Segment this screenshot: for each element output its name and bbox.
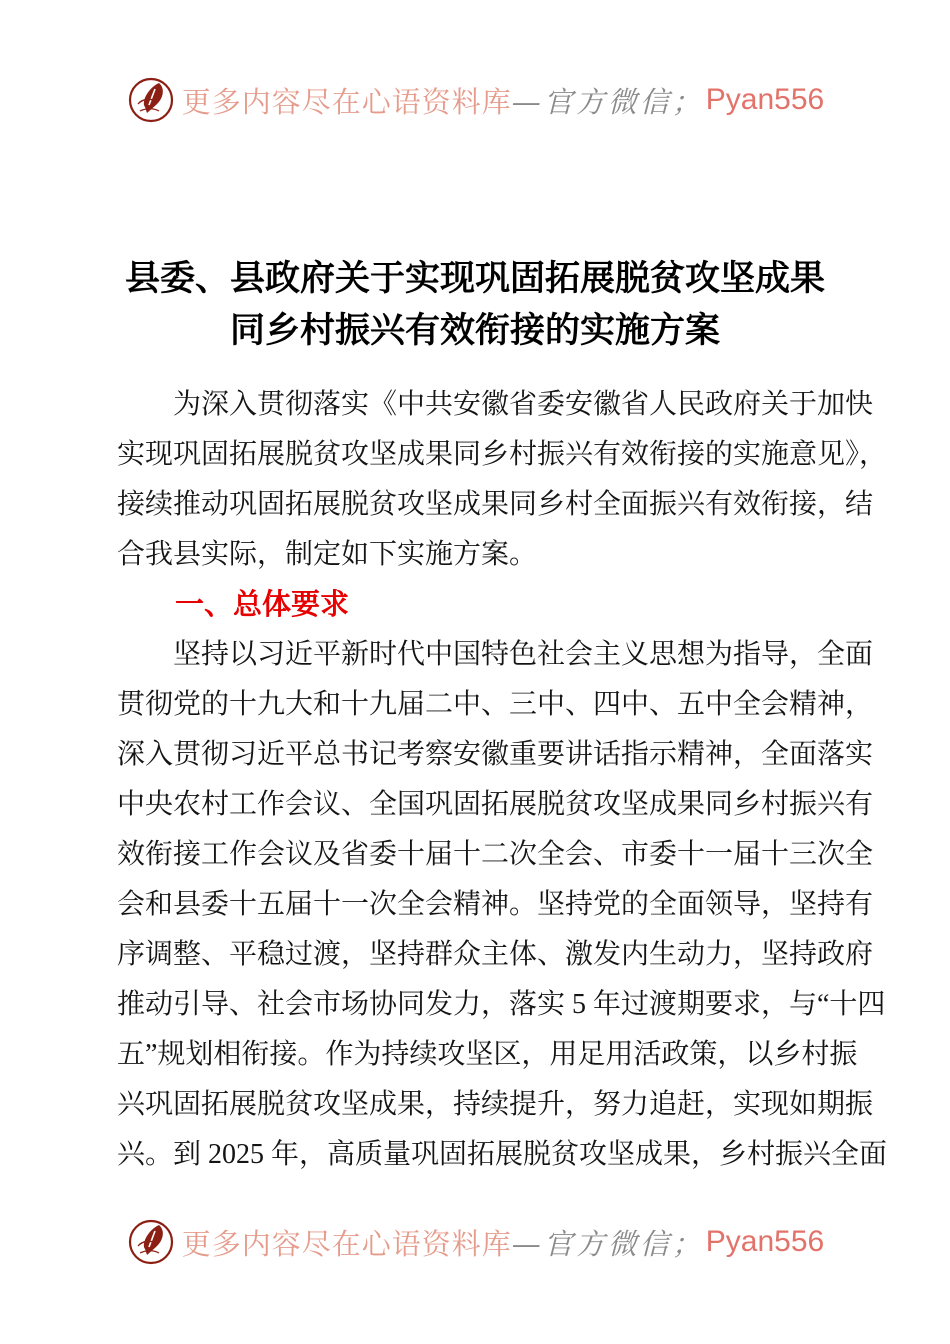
document-title-line2: 同乡村振兴有效衔接的实施方案: [229, 311, 720, 350]
paragraph1-line: 实现巩固拓展脱贫攻坚成果同乡村振兴有效衔接的实施意见》，: [117, 439, 888, 470]
paragraph2-line: 深入贯彻习近平总书记考察安徽重要讲话指示精神，全面落实: [117, 739, 874, 770]
watermark-wechat-account: Pyan556: [705, 1225, 825, 1258]
watermark-brand-text: 更多内容尽在心语资料库: [181, 1228, 512, 1261]
paragraph2-line: 会和县委十五届十一次全会精神。坚持党的全面领导，坚持有: [117, 889, 874, 920]
paragraph1-line: 合我县实际，制定如下实施方案。: [117, 539, 538, 570]
paragraph2-line: 效衔接工作会议及省委十届十二次全会、市委十一届十三次全: [117, 839, 874, 870]
paragraph2-line: 五”规划相衔接。作为持续攻坚区，用足用活政策，以乡村振: [117, 1039, 858, 1070]
document-title: [110, 253, 840, 357]
document-title-line1: 县委、县政府关于实现巩固拓展脱贫攻坚成果: [124, 259, 825, 298]
footer-watermark: [0, 1216, 950, 1268]
watermark-wechat-label: —官方微信；: [511, 84, 704, 119]
watermark-wechat-label: —官方微信；: [511, 1226, 704, 1261]
pen-seal-icon: [126, 1216, 176, 1268]
paragraph2-line: 中央农村工作会议、全国巩固拓展脱贫攻坚成果同乡村振兴有: [117, 789, 874, 820]
paragraph1-line: 为深入贯彻落实《中共安徽省委安徽省人民政府关于加快: [173, 389, 874, 420]
pen-seal-icon: [126, 74, 176, 126]
watermark-wechat-account: Pyan556: [705, 83, 825, 116]
paragraph2-line: 兴。到 2025 年，高质量巩固拓展脱贫攻坚成果，乡村振兴全面: [117, 1139, 888, 1170]
paragraph2-line: 序调整、平稳过渡，坚持群众主体、激发内生动力，坚持政府: [117, 939, 874, 970]
paragraph2-line: 坚持以习近平新时代中国特色社会主义思想为指导，全面: [173, 639, 874, 670]
header-watermark: [0, 74, 950, 126]
paragraph2-line: 贯彻党的十九大和十九届二中、三中、四中、五中全会精神，: [117, 689, 874, 720]
paragraph1-line: 接续推动巩固拓展脱贫攻坚成果同乡村全面振兴有效衔接，结: [117, 489, 874, 520]
paragraph2-line: 兴巩固拓展脱贫攻坚成果，持续提升，努力追赶，实现如期振: [117, 1089, 874, 1120]
paragraph2-line: 推动引导、社会市场协同发力，落实 5 年过渡期要求，与“十四: [117, 989, 886, 1020]
watermark-brand-text: 更多内容尽在心语资料库: [181, 86, 512, 119]
document-body: [117, 380, 888, 1180]
section-heading: 一、总体要求: [175, 589, 350, 621]
